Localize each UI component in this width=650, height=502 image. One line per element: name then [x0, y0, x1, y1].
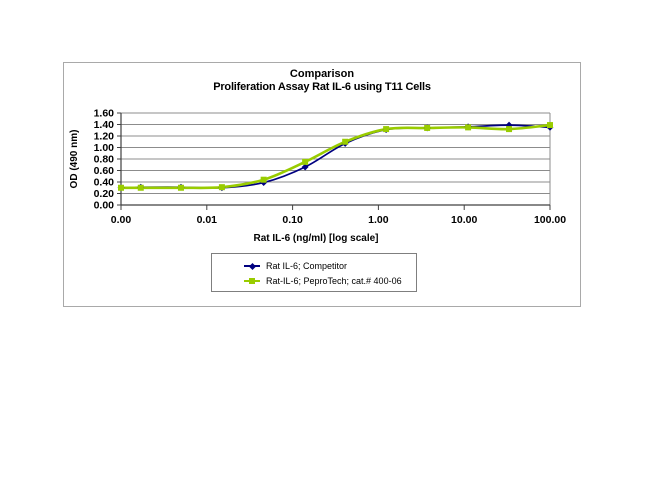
data-point-square-icon	[424, 125, 430, 131]
legend-item	[244, 258, 416, 273]
data-point-square-icon	[465, 124, 471, 130]
legend-shape-icon	[249, 278, 255, 284]
y-tick-label: 0.00	[93, 199, 114, 212]
y-tick-label: 0.20	[93, 188, 114, 200]
y-tick-label: 1.20	[93, 130, 114, 143]
data-point-square-icon	[342, 139, 348, 145]
legend-diamond-marker-icon	[244, 262, 260, 270]
x-tick-label: 0.00	[110, 214, 132, 226]
chart-title: Comparison	[289, 68, 355, 80]
x-axis-title: Rat IL-6 (ng/ml) [log scale]	[253, 233, 379, 244]
x-tick-label: 10.00	[451, 214, 478, 226]
series-lines	[121, 125, 550, 188]
data-point-square-icon	[219, 184, 225, 190]
x-tick-label: 100.00	[533, 214, 567, 226]
chart-subtitle: Proliferation Assay Rat IL-6 using T11 Cells	[213, 81, 431, 93]
y-tick-label: 1.40	[93, 119, 114, 131]
series-markers	[118, 122, 554, 191]
data-point-square-icon	[118, 185, 124, 191]
data-point-square-icon	[138, 185, 144, 191]
legend-item	[244, 273, 416, 288]
series-line	[121, 125, 550, 188]
y-axis-title: OD (490 nm)	[69, 129, 80, 189]
legend-label: Rat-IL-6; PeproTech; cat.# 400-06	[266, 275, 402, 286]
y-tick-label: 0.40	[93, 176, 114, 189]
y-tick-label: 0.80	[93, 153, 114, 166]
legend-label: Rat IL-6; Competitor	[266, 260, 348, 271]
x-tick-label: 1.00	[368, 214, 389, 226]
x-tick-label: 0.10	[282, 214, 303, 226]
data-point-square-icon	[383, 126, 389, 132]
x-tick-label: 0.01	[196, 214, 218, 226]
legend	[211, 253, 417, 292]
legend-square-marker-icon	[244, 277, 260, 285]
data-point-square-icon	[302, 159, 308, 165]
data-point-square-icon	[506, 126, 512, 132]
data-point-square-icon	[547, 122, 553, 128]
y-tick-label: 0.60	[93, 165, 114, 177]
y-tick-label: 1.60	[93, 107, 114, 120]
chart-frame	[63, 62, 581, 307]
data-point-square-icon	[178, 185, 184, 191]
data-point-square-icon	[261, 177, 267, 183]
y-tick-label: 1.00	[93, 142, 114, 154]
series-line	[121, 125, 550, 188]
gridlines	[121, 113, 550, 205]
